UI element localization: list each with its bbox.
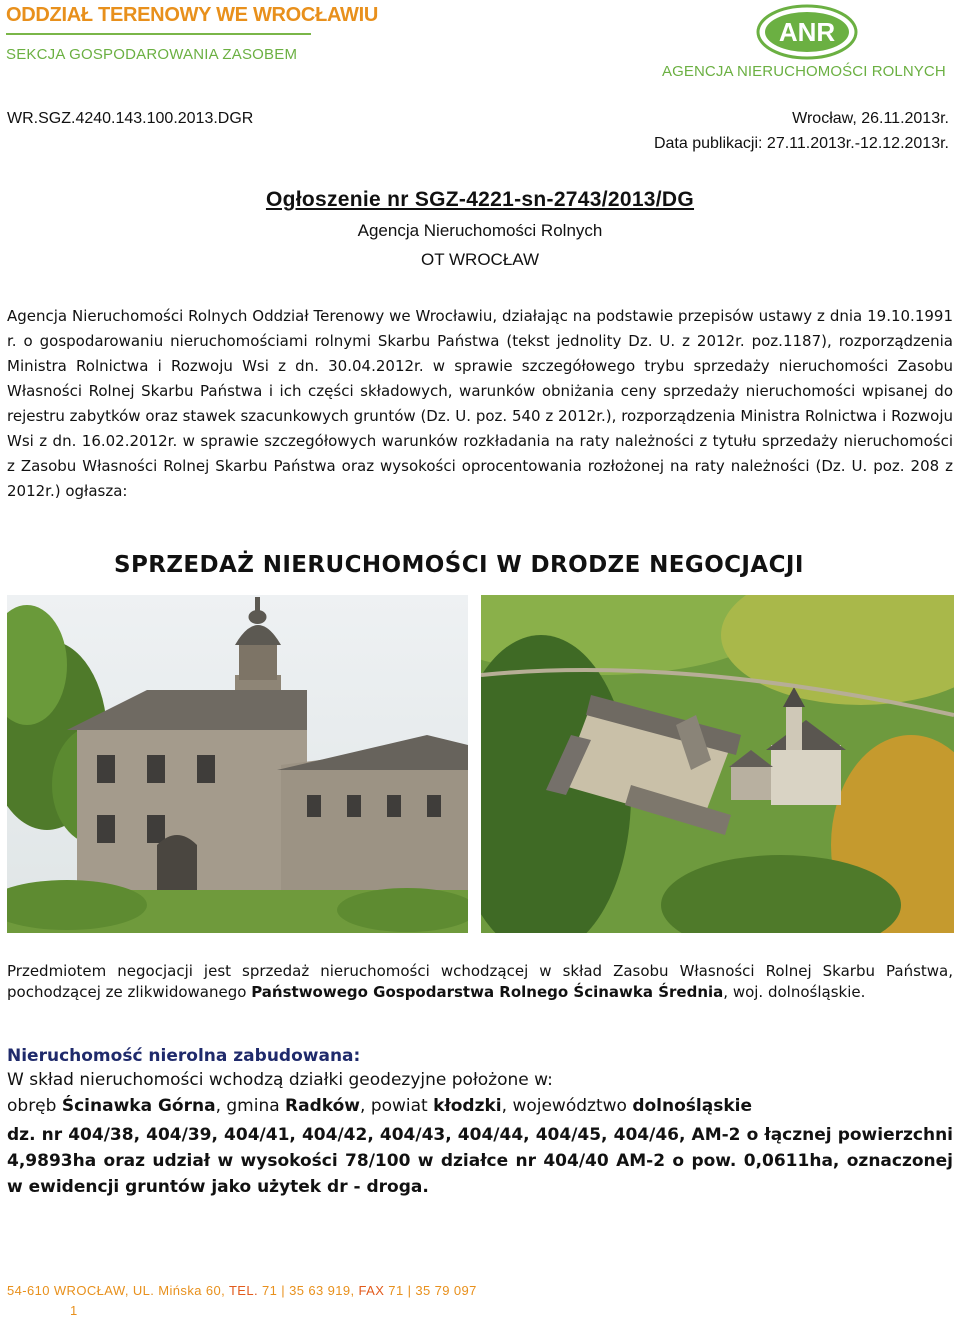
unit-subtitle: OT WROCŁAW (420, 250, 540, 269)
aerial-photo (481, 595, 954, 933)
obreb-value: Ścinawka Górna (61, 1096, 216, 1116)
reference-number: WR.SGZ.4240.143.100.2013.DGR (7, 110, 254, 127)
agency-name: AGENCJA NIERUCHOMOŚCI ROLNYCH (662, 63, 946, 80)
obreb-label: obręb (7, 1096, 62, 1116)
footer-address: 54-610 WROCŁAW, UL. Mińska 60, (7, 1283, 229, 1298)
farm-name: Państwowego Gospodarstwa Rolnego Ścinawka Średnia (251, 983, 724, 1001)
header-unit-name: ODDZIAŁ TERENOWY WE WROCŁAWIU (6, 4, 379, 26)
powiat-label: , powiat (360, 1096, 434, 1116)
sale-subject-paragraph (7, 961, 953, 1003)
gmina-label: , gmina (215, 1096, 286, 1116)
estate-heading: Nieruchomość nierolna zabudowana: (7, 1046, 361, 1066)
castle-photo (7, 595, 468, 933)
anr-logo (756, 4, 858, 60)
parcels-list: dz. nr 404/38, 404/39, 404/41, 404/42, 404/43, 404/44, 404/45, 404/46, AM-2 o łącznej powierzchni 4,9893ha oraz udział w wysokości 78/100 w działce nr 404/40 AM-2 o pow. 0,0611ha, oznaczonej w ewidencji gruntów jako użytek dr - droga. (7, 1125, 953, 1197)
sale-heading: SPRZEDAŻ NIERUCHOMOŚCI W DRODZE NEGOCJACJI (114, 552, 804, 578)
powiat-value: kłodzki (433, 1096, 502, 1116)
tel-number: 71 | 35 63 919, (258, 1283, 359, 1298)
announcement-title: Ogłoszenie nr SGZ-4221-sn-2743/2013/DG (265, 188, 695, 211)
fax-number: 71 | 35 79 097 (384, 1283, 477, 1298)
parcel-location (7, 1096, 752, 1116)
footer-contact (7, 1283, 477, 1298)
subject-text-after: , woj. dolnośląskie. (723, 983, 866, 1001)
header-section-name: SEKCJA GOSPODAROWANIA ZASOBEM (6, 46, 298, 63)
legal-basis-paragraph: Agencja Nieruchomości Rolnych Oddział Terenowy we Wrocławiu, działając na podstawie przepisów ustawy z dnia 19.10.1991 r. o gospodarowaniu nieruchomościami rolnymi Skarbu Państwa (tekst jednolity Dz. U. z 2012r. poz.1187), rozporządzenia Ministra Rolnictwa i Rozwoju Wsi z dn. 30.04.2012r. w sprawie szczegółowego trybu sprzedaży nieruchomości Zasobu Własności Rolnej Skarbu Państwa i ich części składowych, warunków obniżania ceny sprzedaży nieruchomości wpisanej do rejestru zabytków oraz stawek szacunkowych gruntów (Dz. U. poz. 540 z 2012r.), rozporządzenia Ministra Rolnictwa i Rozwoju Wsi z dn. 16.02.2012r. w sprawie szczegółowych warunków rozkładania na raty należności z tytułu sprzedaży nieruchomości z Zasobu Własności Rolnej Skarbu Państwa oraz wysokości oprocentowania rozłożonej na raty należności (Dz. U. poz. 208 z 2012r.) ogłasza: (7, 307, 953, 500)
anr-logo-text: ANR (778, 17, 836, 47)
page-number: 1 (70, 1303, 78, 1318)
woj-value: dolnośląskie (632, 1096, 752, 1116)
fax-label: FAX (358, 1283, 385, 1298)
gmina-value: Radków (285, 1096, 361, 1116)
tel-label: TEL. (228, 1283, 258, 1298)
subject-text-before: Przedmiotem negocjacji jest sprzedaż nieruchomości wchodzącej w skład Zasobu Własności Rolnej Skarbu Państwa, pochodzącej ze zlikwidowanego (7, 962, 953, 1001)
place-date: Wrocław, 26.11.2013r. (792, 110, 949, 127)
header-divider (6, 33, 311, 35)
agency-subtitle: Agencja Nieruchomości Rolnych (357, 221, 603, 240)
publication-date: Data publikacji: 27.11.2013r.-12.12.2013r. (653, 135, 949, 152)
parcels-intro: W skład nieruchomości wchodzą działki geodezyjne położone w: (7, 1070, 553, 1090)
woj-label: , województwo (501, 1096, 633, 1116)
